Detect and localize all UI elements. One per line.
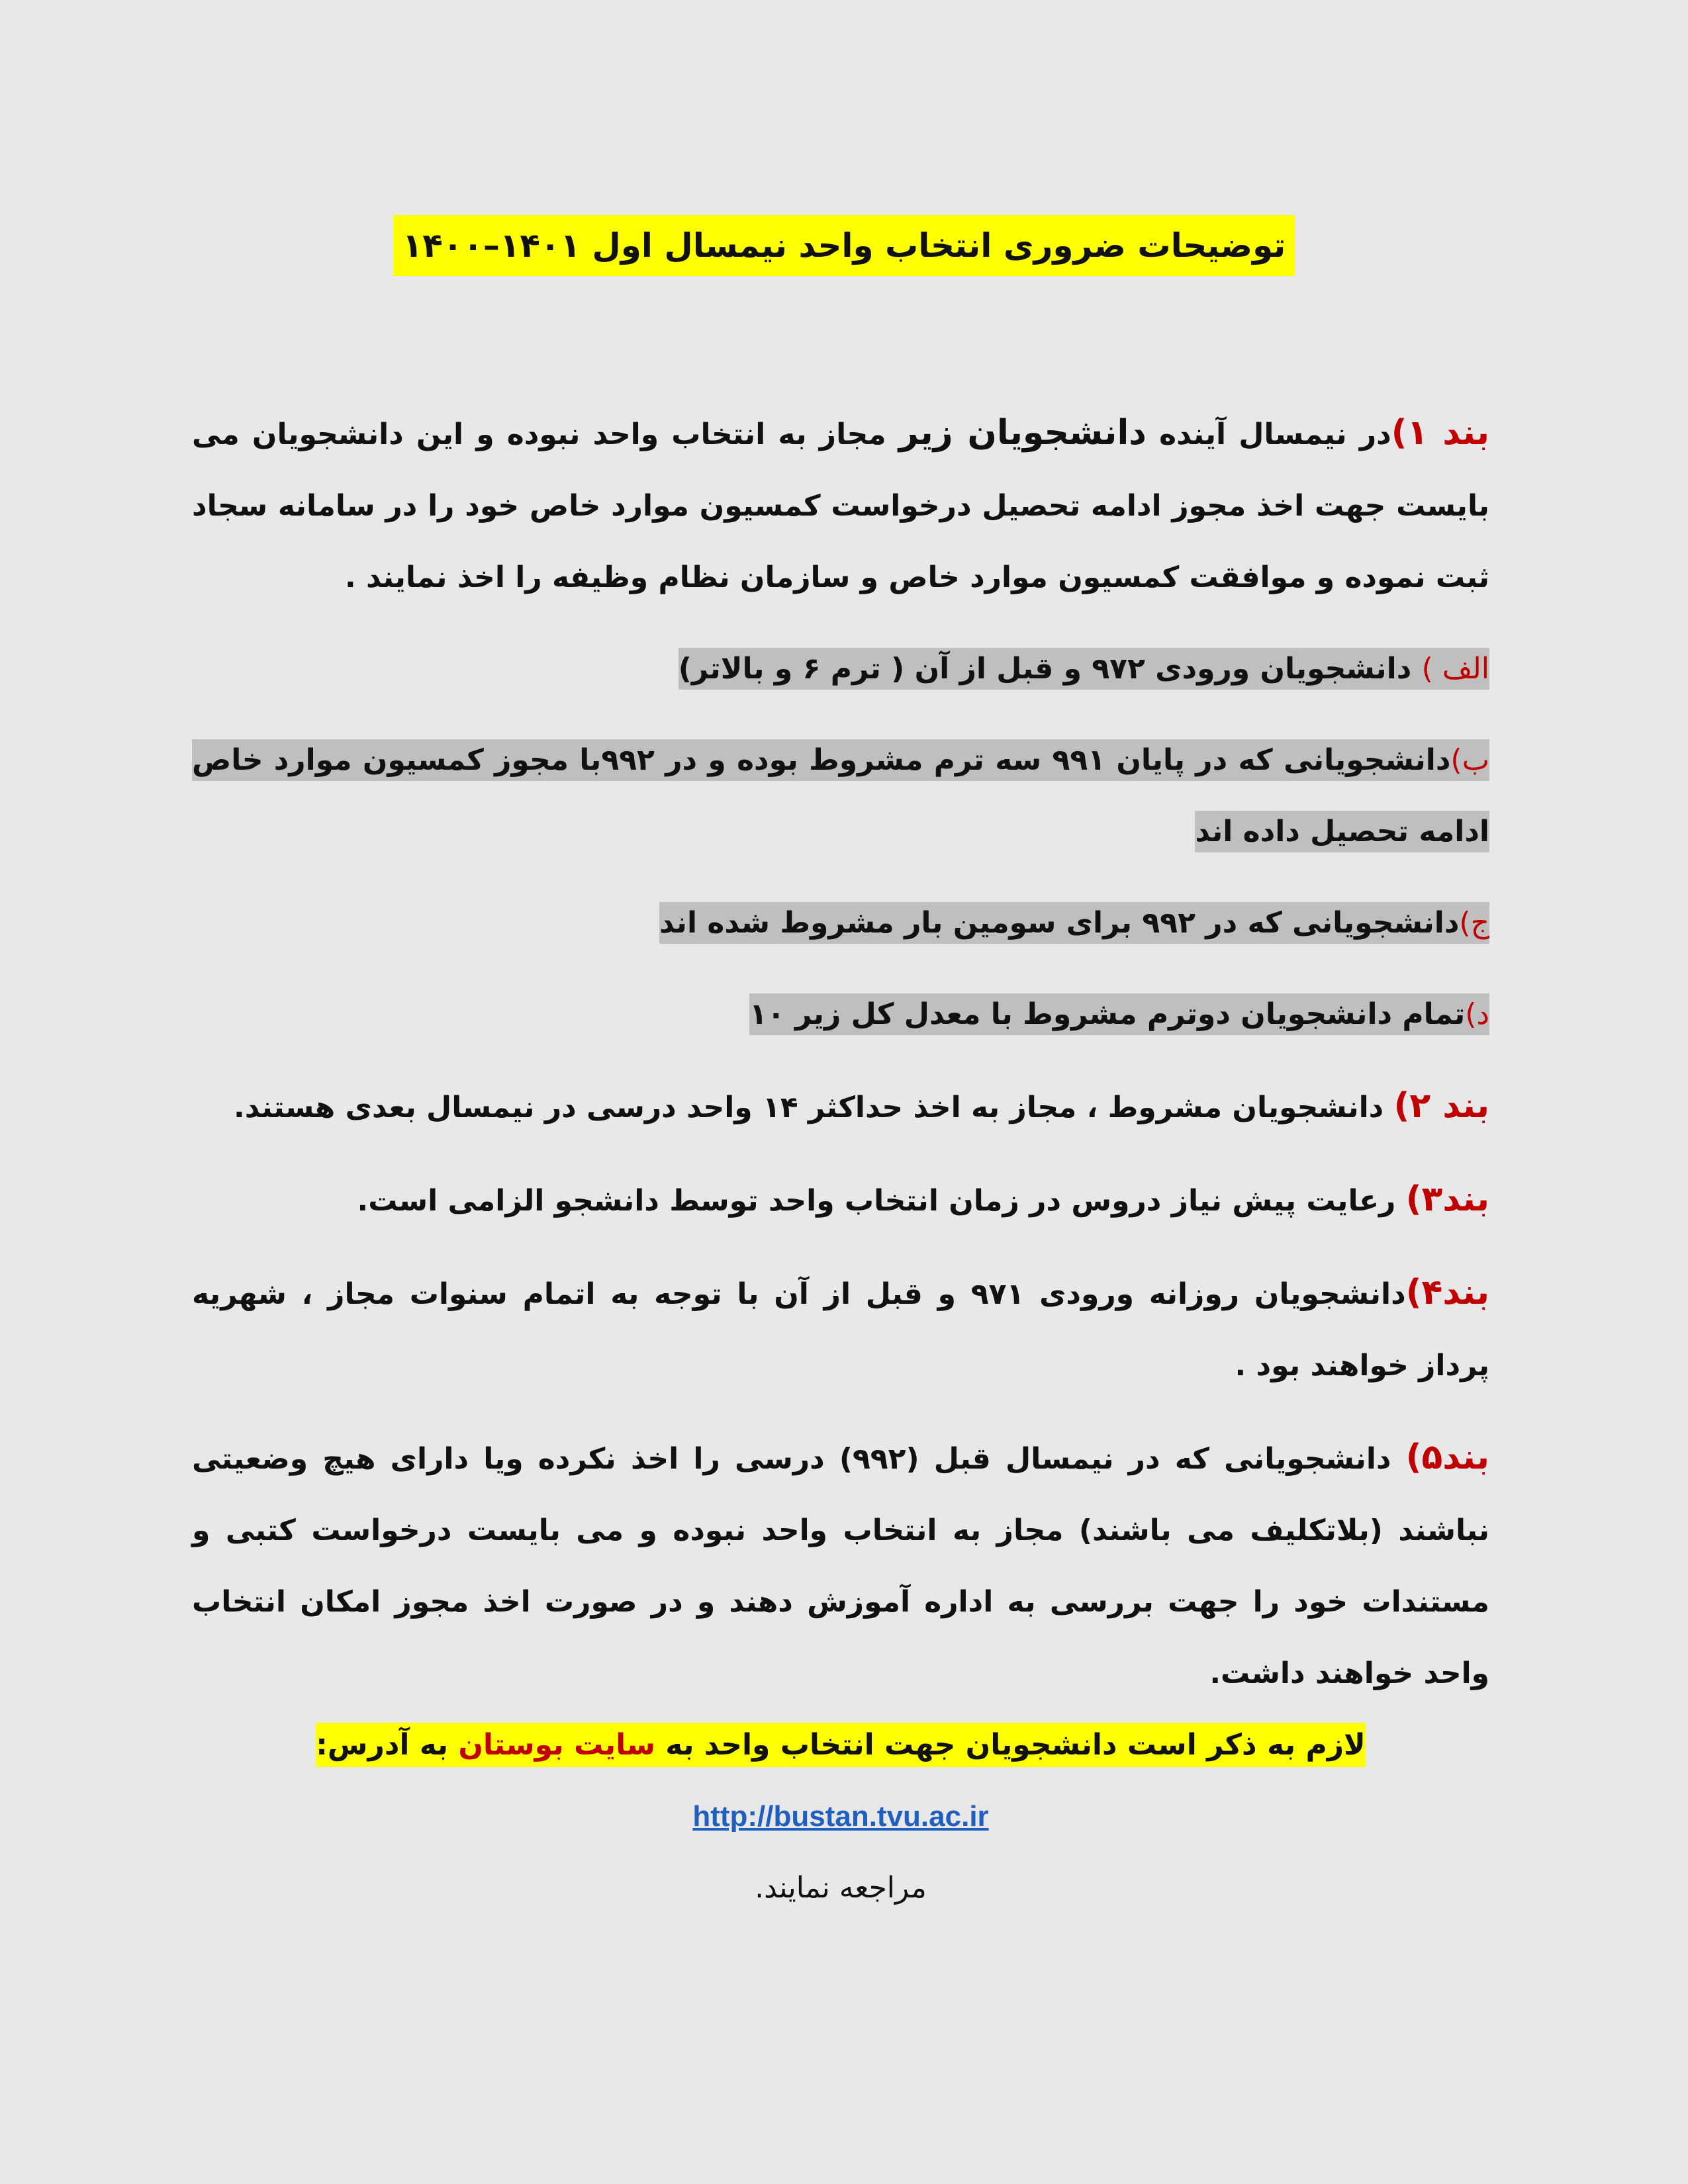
band-1-text-before: در نیمسال آینده: [1146, 418, 1391, 451]
item-jim-label: ج): [1459, 906, 1489, 940]
title-container: [0, 215, 1688, 276]
band-2-paragraph: [192, 1070, 1489, 1144]
item-alef-box: [679, 648, 1489, 690]
closing-text: مراجعه نمایند.: [755, 1871, 927, 1905]
band-2-label: بند ۲): [1393, 1086, 1489, 1126]
item-be-text: دانشجویانی که در پایان ۹۹۱ سه ترم مشروط بوده و در ۹۹۲با مجوز کمسیون موارد خاص ادامه تحصیل داده اند: [192, 743, 1489, 848]
page-title: توضیحات ضروری انتخاب واحد نیمسال اول ۱۴۰۱–۱۴۰۰: [393, 215, 1295, 276]
item-be-box: [192, 739, 1489, 852]
band-1-highlight: دانشجویان زیر: [898, 413, 1147, 453]
notice-box: [316, 1723, 1366, 1767]
item-dal-box: [749, 993, 1489, 1035]
item-jim: [192, 887, 1489, 959]
band-1-label: بند ۱): [1391, 413, 1489, 453]
band-3-paragraph: [192, 1163, 1489, 1237]
band-4-paragraph: [192, 1257, 1489, 1402]
notice-paragraph: [192, 1709, 1489, 1781]
notice-site-name: سایت بوستان: [458, 1728, 655, 1762]
item-dal: [192, 979, 1489, 1050]
closing-paragraph: [192, 1852, 1489, 1924]
band-4-label: بند۴): [1405, 1273, 1489, 1312]
item-dal-label: د): [1465, 997, 1489, 1031]
url-paragraph: [192, 1781, 1489, 1852]
band-2-text: دانشجویان مشروط ، مجاز به اخذ حداکثر ۱۴ واحد درسی در نیمسال بعدی هستند.: [233, 1091, 1394, 1124]
notice-text-before: لازم به ذکر است دانشجویان جهت انتخاب واحد به: [655, 1728, 1366, 1762]
band-5-paragraph: [192, 1422, 1489, 1709]
band-1-paragraph: [192, 397, 1489, 614]
band-3-label: بند۳): [1405, 1179, 1489, 1219]
band-5-text: دانشجویانی که در نیمسال قبل (۹۹۲) درسی را اخذ نکرده ویا دارای هیچ وضعیتی نباشند (بلاتکلیف می باشند) مجاز به انتخاب واحد نبوده و می بایست درخواست کتبی و مستندات خود را جهت بررسی به اداره آموزش دهند و در صورت اخذ مجوز امکان انتخاب واحد خواهند داشت.: [192, 1442, 1489, 1690]
item-jim-box: [659, 902, 1489, 944]
item-alef-label: الف ): [1421, 652, 1489, 686]
notice-text-after: به آدرس:: [316, 1728, 459, 1762]
document-body: [192, 397, 1489, 1924]
item-dal-text: تمام دانشجویان دوترم مشروط با معدل کل زیر ۱۰: [749, 997, 1466, 1031]
item-alef-text: دانشجویان ورودی ۹۷۲ و قبل از آن ( ترم ۶ و بالاتر): [678, 652, 1422, 686]
bustan-url-link[interactable]: http://bustan.tvu.ac.ir: [692, 1800, 989, 1833]
band-4-text: دانشجویان روزانه ورودی ۹۷۱ و قبل از آن با توجه به اتمام سنوات مجاز ، شهریه پرداز خواهند بود .: [192, 1277, 1489, 1383]
band-1-text-after: مجاز به انتخاب واحد نبوده و این دانشجویان می بایست جهت اخذ مجوز ادامه تحصیل درخواست کمسیون موارد خاص خود را در سامانه سجاد ثبت نموده و موافقت کمسیون موارد خاص و سازمان نظام وظیفه را اخذ نمایند .: [192, 418, 1489, 594]
item-alef: [192, 633, 1489, 705]
item-be-label: ب): [1450, 743, 1489, 777]
item-be: [192, 725, 1489, 868]
item-jim-text: دانشجویانی که در ۹۹۲ برای سومین بار مشروط شده اند: [659, 906, 1460, 940]
band-3-text: رعایت پیش نیاز دروس در زمان انتخاب واحد توسط دانشجو الزامی است.: [357, 1184, 1406, 1218]
band-5-label: بند۵): [1405, 1437, 1489, 1477]
